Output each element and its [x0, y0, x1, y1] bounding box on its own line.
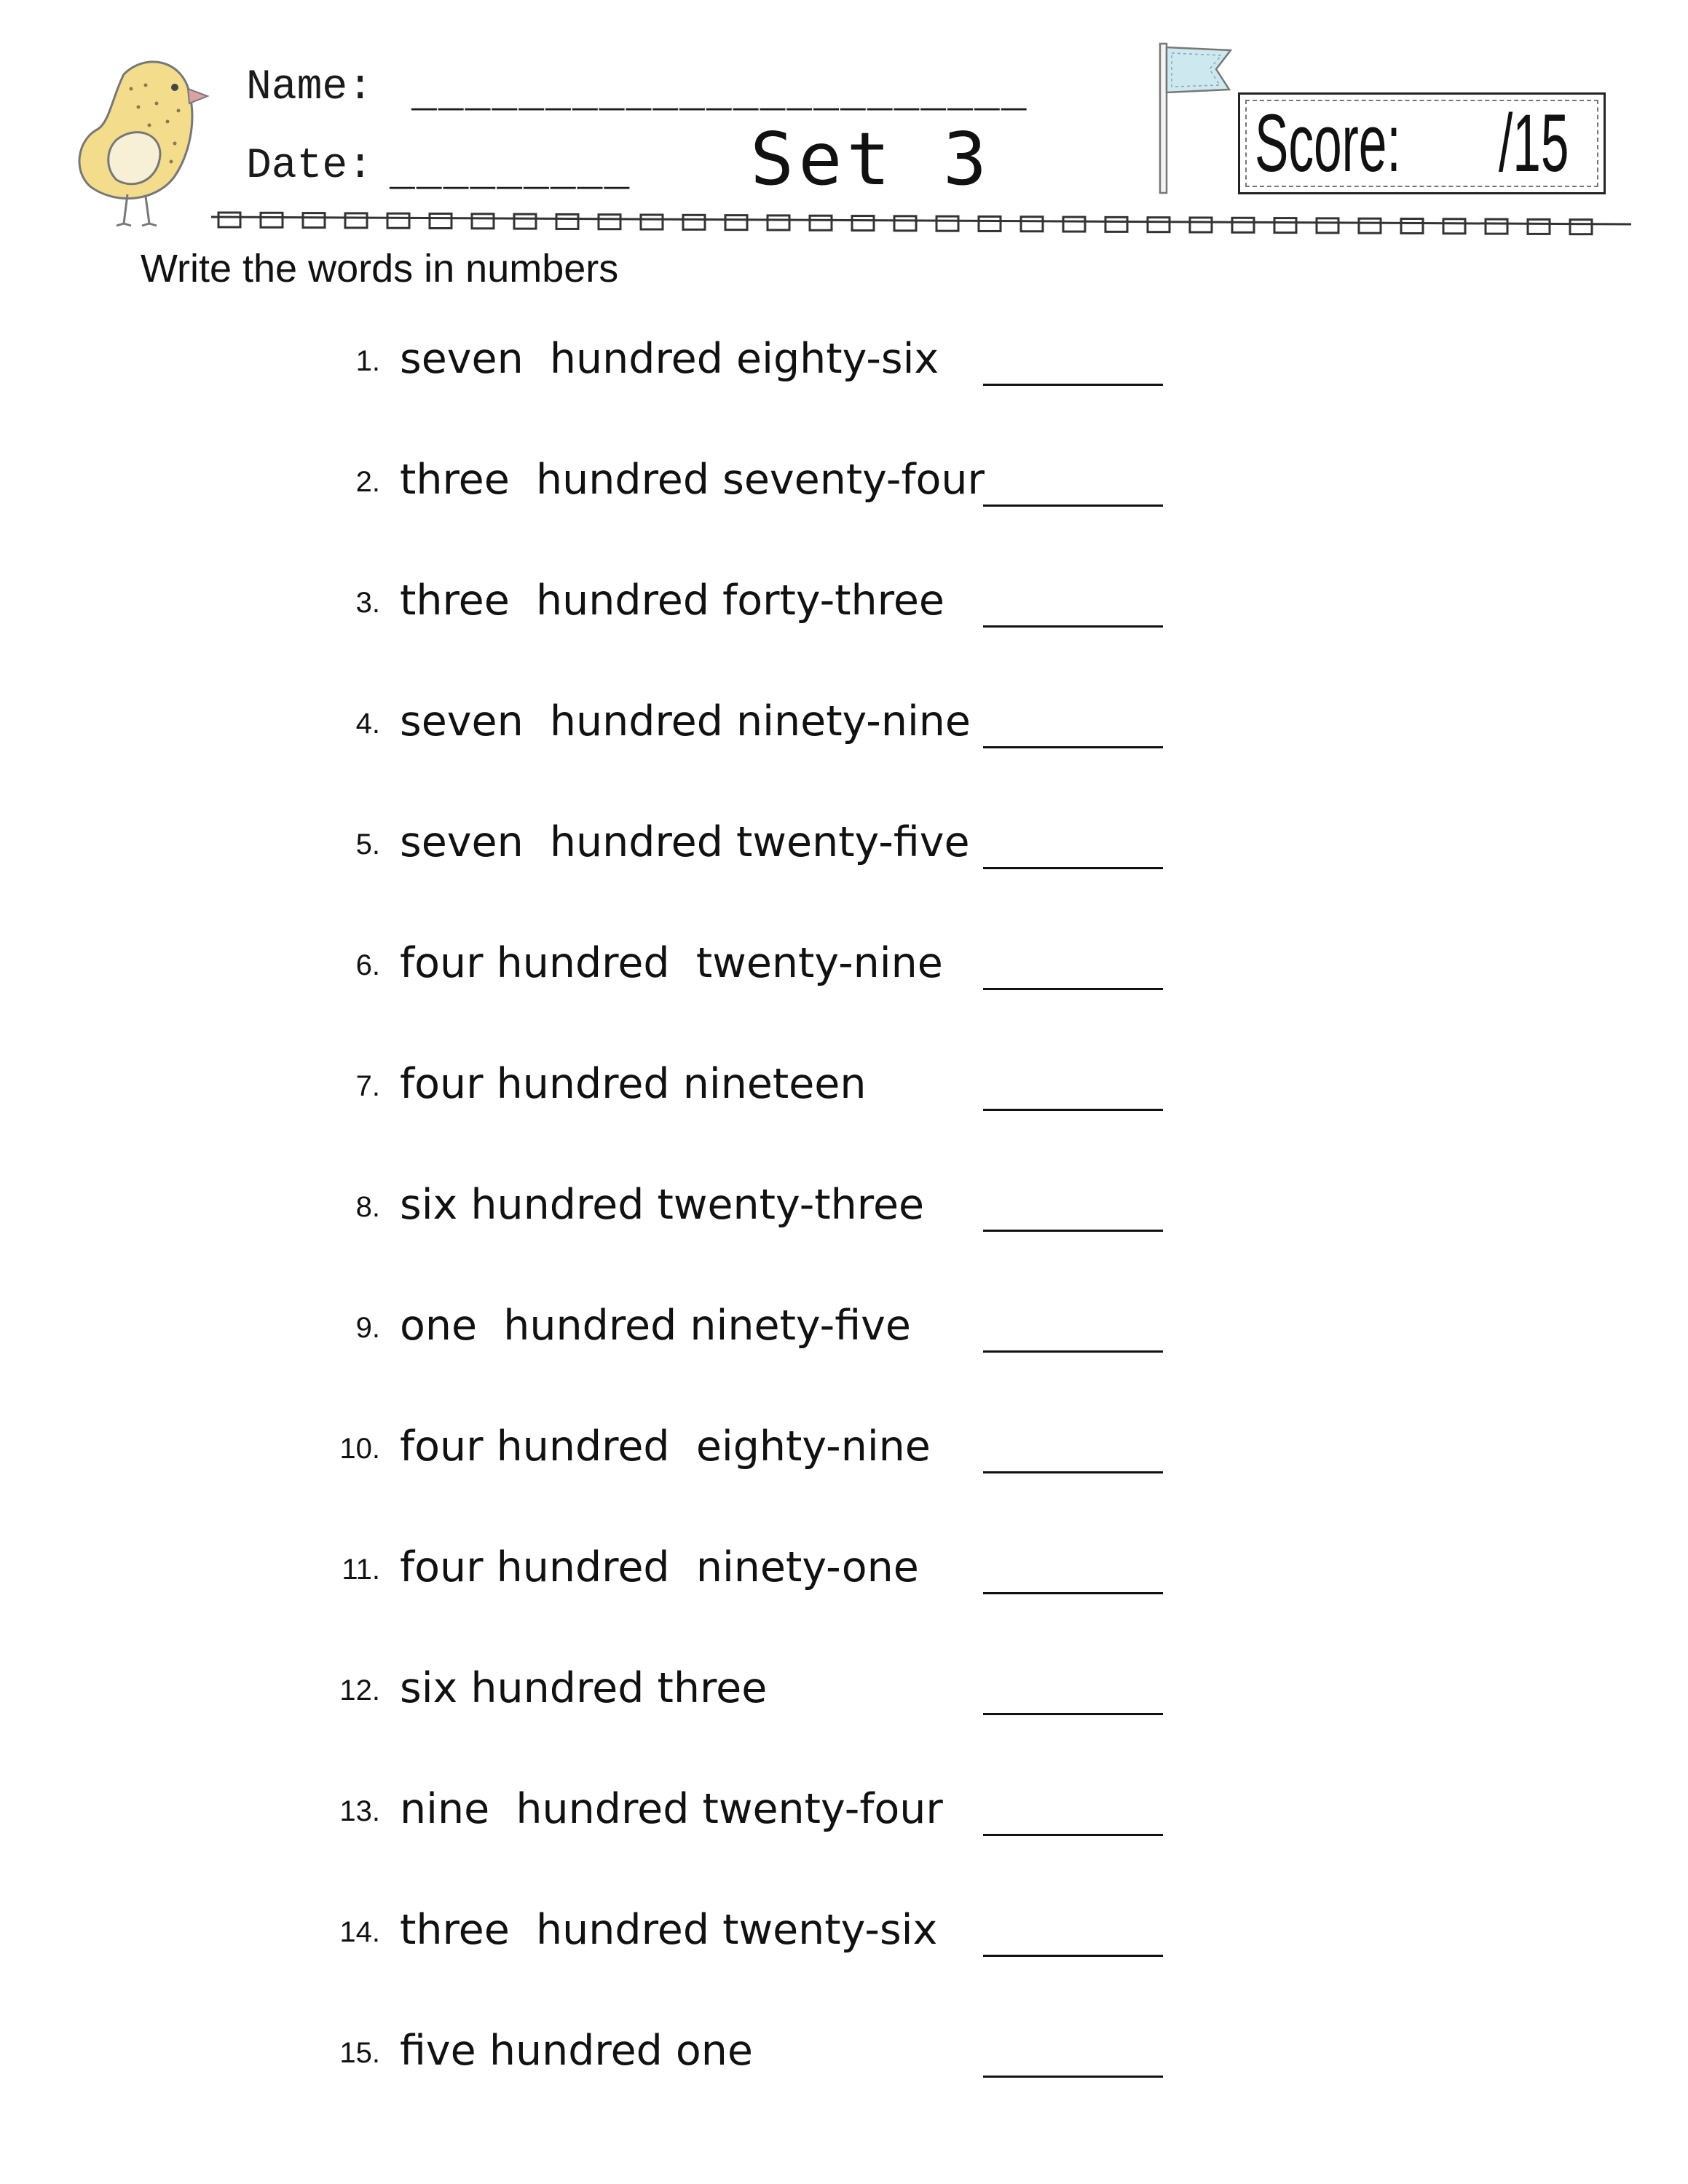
chain-link: [1274, 218, 1296, 233]
answer-line[interactable]: [983, 1834, 1163, 1836]
chain-link: [979, 216, 1001, 231]
chain-link: [303, 213, 325, 228]
answer-line[interactable]: [983, 505, 1163, 507]
chain-link: [430, 214, 451, 229]
answer-line[interactable]: [983, 988, 1163, 990]
bird-icon: [73, 52, 226, 227]
question-text: five hundred one: [400, 2027, 754, 2075]
question-number: 5.: [355, 828, 380, 860]
question-item: [0, 450, 1688, 537]
question-number: 3.: [355, 587, 380, 619]
question-item: [0, 1296, 1688, 1383]
set-title: Set 3: [750, 116, 992, 202]
chain-link: [556, 214, 578, 229]
question-number: 14.: [339, 1916, 380, 1948]
question-text: seven hundred twenty-five: [400, 818, 970, 866]
answer-line[interactable]: [983, 625, 1163, 628]
chain-link: [387, 213, 409, 228]
chain-link: [514, 214, 536, 229]
chain-link: [641, 215, 663, 229]
chain-link: [1021, 217, 1043, 232]
instruction-text: Write the words in numbers: [141, 247, 619, 290]
question-item: [0, 933, 1688, 1021]
question-number: 13.: [339, 1795, 380, 1827]
chain-link: [894, 216, 916, 231]
question-text: six hundred twenty-three: [400, 1181, 925, 1229]
answer-line[interactable]: [983, 1592, 1163, 1594]
question-number: 8.: [355, 1191, 380, 1223]
question-number: 12.: [339, 1674, 380, 1706]
question-item: [0, 692, 1688, 779]
chain-link: [683, 215, 705, 229]
chain-link: [1232, 218, 1254, 232]
question-number: 4.: [355, 708, 380, 740]
date-label: Date:: [246, 143, 374, 190]
question-item: [0, 571, 1688, 658]
question-text: four hundred ninety-one: [400, 1543, 919, 1591]
question-item: [0, 329, 1688, 416]
question-text: six hundred three: [400, 1664, 768, 1712]
chain-link: [1063, 217, 1085, 232]
answer-line[interactable]: [983, 867, 1163, 869]
chain-link: [1317, 218, 1338, 233]
question-item: [0, 1779, 1688, 1867]
chain-link: [1190, 218, 1212, 232]
answer-line[interactable]: [983, 1955, 1163, 1957]
question-item: [0, 1417, 1688, 1504]
question-text: three hundred seventy-four: [400, 456, 985, 504]
score-label: Score:: [1255, 98, 1401, 189]
question-text: three hundred forty-three: [400, 577, 944, 625]
score-box: [1238, 92, 1606, 194]
chain-link: [261, 213, 283, 227]
question-text: four hundred nineteen: [400, 1060, 867, 1108]
answer-line[interactable]: [983, 746, 1163, 748]
chain-link: [1105, 217, 1127, 232]
question-item: [0, 1054, 1688, 1142]
chain-link: [1401, 218, 1423, 233]
question-number: 1.: [355, 345, 380, 377]
question-number: 7.: [355, 1070, 380, 1102]
question-item: [0, 2021, 1688, 2108]
date-field[interactable]: _________: [390, 150, 631, 197]
chain-link: [725, 215, 747, 230]
answer-line[interactable]: [983, 1471, 1163, 1473]
name-label: Name:: [246, 64, 374, 111]
question-number: 11.: [342, 1554, 380, 1586]
question-number: 15.: [339, 2037, 380, 2069]
chain-link: [1570, 220, 1592, 234]
name-field[interactable]: _______________________: [411, 71, 1028, 119]
question-text: four hundred eighty-nine: [400, 1423, 931, 1471]
question-text: seven hundred eighty-six: [400, 335, 939, 383]
question-text: four hundred twenty-nine: [400, 939, 943, 987]
question-item: [0, 812, 1688, 900]
chain-link: [852, 216, 874, 231]
chain-link: [1486, 219, 1507, 234]
question-text: three hundred twenty-six: [400, 1906, 938, 1954]
question-text: one hundred ninety-five: [400, 1302, 911, 1350]
question-item: [0, 1900, 1688, 1987]
answer-line[interactable]: [983, 1109, 1163, 1111]
chain-link: [1443, 219, 1465, 234]
chain-link: [810, 215, 832, 230]
chain-link: [1359, 218, 1381, 233]
question-text: nine hundred twenty-four: [400, 1785, 943, 1833]
question-item: [0, 1658, 1688, 1746]
question-item: [0, 1175, 1688, 1262]
question-number: 6.: [355, 949, 380, 981]
question-text: seven hundred ninety-nine: [400, 697, 971, 745]
answer-line[interactable]: [983, 2076, 1163, 2078]
score-total: /15: [1499, 98, 1569, 189]
answer-line[interactable]: [983, 1350, 1163, 1353]
chain-link: [345, 213, 367, 228]
chain-divider: [211, 207, 1631, 236]
chain-link: [472, 214, 494, 229]
chain-link: [1148, 218, 1170, 232]
question-number: 9.: [355, 1312, 380, 1344]
chain-link: [1528, 219, 1550, 234]
flag-icon: [1154, 40, 1234, 197]
answer-line[interactable]: [983, 384, 1163, 386]
question-number: 2.: [355, 466, 380, 498]
chain-link: [768, 215, 789, 230]
chain-link: [599, 215, 620, 229]
question-item: [0, 1538, 1688, 1625]
answer-line[interactable]: [983, 1230, 1163, 1232]
answer-line[interactable]: [983, 1713, 1163, 1715]
question-number: 10.: [339, 1433, 380, 1465]
chain-link: [218, 213, 240, 227]
chain-link: [936, 216, 958, 231]
